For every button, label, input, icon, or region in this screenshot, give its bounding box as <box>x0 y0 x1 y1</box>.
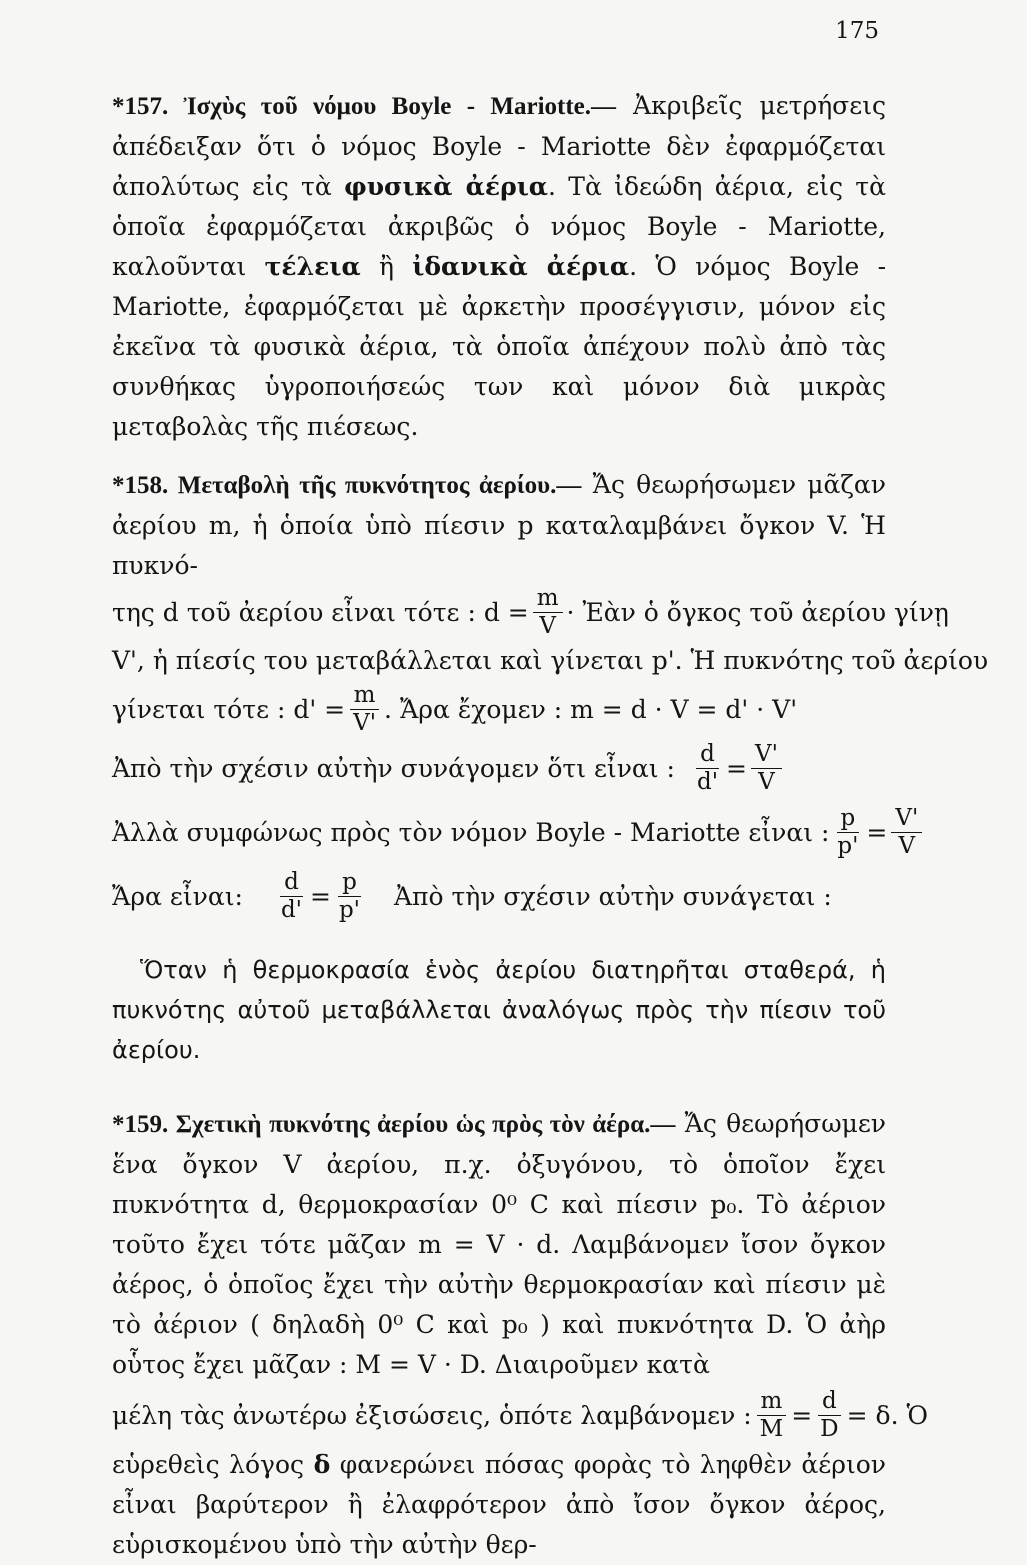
fraction-denominator: D <box>820 1415 839 1442</box>
fraction-denominator: p' <box>338 896 360 923</box>
fraction-m-over-big-m <box>756 1387 788 1442</box>
s158-density-line <box>112 584 949 639</box>
s158-line5-a: Ἀπὸ τὴν σχέσιν αὐτὴν συνάγομεν ὅτι εἶναι : <box>112 753 675 783</box>
s157-text-4: . Ὁ νόμος Boyle - Mariotte, ἐφαρμόζεται μὲ ἀρκετὴν προσέγγισιν, μόνον εἰς ἐκεῖνα τὰ φυσικὰ ἀέρια, τὰ ὁποῖα ἀπέχουν πολὺ ἀπὸ τὰς συνθήκας ὑγροποιήσεώς των καὶ μόνον διὰ μικρὰς μεταβολὰς τῆς πιέσεως. <box>112 252 887 441</box>
fraction-numerator: d <box>818 1390 841 1416</box>
fraction-v-prime-over-v <box>751 740 782 795</box>
equals-sign: = <box>726 753 747 783</box>
s158-conclusion: Ὅταν ἡ θερμοκρασία ἑνὸς ἀερίου διατηρῆται σταθερά, ἡ πυκνότης αὐτοῦ μεταβάλλεται ἀναλόγως πρὸς τὴν πίεσιν τοῦ ἀερίου. <box>112 956 886 1064</box>
page-number: 175 <box>835 18 879 44</box>
s159-delta-symbol: δ <box>313 1450 331 1479</box>
s158-line6-a: Ἀλλὰ συμφώνως πρὸς τὸν νόμον Boyle - Mariotte εἶναι : <box>112 817 830 847</box>
section-158-heading: *158. Μεταβολὴ τῆς πυκνότητος ἀερίου.— <box>112 472 582 499</box>
fraction-numerator: m <box>350 684 380 710</box>
section-158-intro <box>112 465 886 586</box>
section-159-intro <box>112 1104 886 1385</box>
fraction-m-over-v <box>533 584 563 639</box>
fraction-numerator: p <box>338 871 361 897</box>
fraction-m-over-v-prime <box>349 681 380 736</box>
fraction-denominator: p' <box>837 832 859 859</box>
s157-term-physical-gases: φυσικὰ ἀέρια <box>344 172 549 201</box>
s159-equation <box>752 1387 928 1442</box>
s158-ratio-line <box>112 736 886 800</box>
fraction-denominator: d' <box>280 896 302 923</box>
s159-text-3a: εὑρεθεὶς λόγος <box>112 1450 314 1479</box>
s158-line7-b: Ἀπὸ τὴν σχέσιν αὐτὴν συνάγεται : <box>393 881 832 911</box>
s157-text-1: Ἀκριβεῖς μετρήσεις ἀπέδειξαν ὅτι ὁ νόμος Boyle - Mariotte δὲν ἐφαρμόζεται ἀπολύτως εἰς τὰ <box>112 91 886 201</box>
s157-text-3: ἢ <box>360 252 413 281</box>
fraction-numerator: V' <box>891 807 922 833</box>
s158-line2-b: · Ἐὰν ὁ ὄγκος τοῦ ἀερίου γίνῃ <box>566 597 949 627</box>
s158-line4-a: γίνεται τότε : d' = <box>112 694 346 724</box>
fraction-v-prime-over-v-2 <box>891 804 922 859</box>
fraction-numerator: d <box>696 743 719 769</box>
fraction-numerator: m <box>533 587 563 613</box>
s159-conclusion <box>112 1445 886 1565</box>
fraction-d-over-big-d <box>816 1387 842 1442</box>
fraction-d-over-d-prime <box>693 740 722 795</box>
s158-boyle-line <box>112 800 919 864</box>
fraction-numerator: m <box>757 1390 787 1416</box>
s158-pressure-line <box>112 638 989 682</box>
s159-text-3b: φανερώνει πόσας φορὰς τὸ ληφθὲν ἀέριον εἶναι βαρύτερον ἢ ἐλαφρότερον ἀπὸ ἴσον ὄγκον ἀέρος, εὑρισκομένου ὑπὸ τὴν αὐτὴν θερ- <box>112 1450 887 1559</box>
fraction-numerator: V' <box>751 743 782 769</box>
equals-sign: = <box>791 1400 813 1430</box>
section-157 <box>112 86 886 447</box>
fraction-p-over-p-prime <box>833 804 862 859</box>
s159-line2-b: = δ. Ὁ <box>846 1400 928 1430</box>
s157-text-2: . Τὰ ἰδεώδη ἀέρια, εἰς τὰ ὁποῖα ἐφαρμόζεται ἀκριβῶς ὁ νόμος Boyle - Mariotte, καλοῦνται <box>112 172 887 281</box>
s158-line7-a: Ἄρα εἶναι: <box>112 881 243 911</box>
text-body <box>112 86 989 1565</box>
s159-line2-a: μέλη τὰς ἀνωτέρω ἐξισώσεις, ὁπότε λαμβάνομεν : <box>112 1400 752 1430</box>
s159-text-1: Ἄς θεωρήσωμεν ἕνα ὄγκον V ἀερίου, π.χ. ὀξυγόνου, τὸ ὁποῖον ἔχει πυκνότητα d, θερμοκρασίαν 0⁰ C καὶ πίεσιν p₀. Τὸ ἀέριον τοῦτο ἔχει τότε μᾶζαν m = V · d. Λαμβάνομεν ἴσον ὄγκον ἀέρος, ὁ ὁποῖος ἔχει τὴν αὐτὴν θερμοκρασίαν καὶ πίεσιν μὲ τὸ ἀέριον ( δηλαδὴ 0⁰ C καὶ p₀ ) καὶ πυκνότητα D. Ὁ ἀὴρ οὗτος ἔχει μᾶζαν : M = V · D. Διαιροῦμεν κατὰ <box>112 1109 886 1379</box>
s158-line4-b: . Ἄρα ἔχομεν : m = d · V = d' · V' <box>384 694 798 724</box>
fraction-numerator: p <box>837 807 860 833</box>
s158-line3: V', ἡ πίεσίς του μεταβάλλεται καὶ γίνεται p'. Ἡ πυκνότης τοῦ ἀερίου <box>112 645 989 675</box>
fraction-denominator: M <box>759 1415 784 1442</box>
s158-line2-a: της d τοῦ ἀερίου εἶναι τότε : d = <box>112 597 529 627</box>
s158-new-density-line <box>112 682 886 736</box>
equals-sign: = <box>309 881 331 911</box>
fraction-denominator: V' <box>353 709 377 736</box>
section-159-heading: *159. Σχετικὴ πυκνότης ἀερίου ὡς πρὸς τὸν ἀέρα.— <box>112 1111 676 1138</box>
equals-sign: = <box>866 817 888 847</box>
s159-ratio-line <box>112 1385 928 1445</box>
s158-text-1: Ἄς θεωρήσωμεν μᾶζαν ἀερίου m, ἡ ὁποία ὑπὸ πίεσιν p καταλαμβάνει ὄγκον V. Ἡ πυκνό- <box>112 470 886 580</box>
section-157-heading: *157. Ἰσχὺς τοῦ νόμου Boyle - Mariotte.— <box>112 93 617 120</box>
fraction-denominator: V <box>539 612 556 639</box>
fraction-denominator: V <box>898 832 916 859</box>
s157-term-ideal-gases: ἰδανικὰ ἀέρια <box>412 252 630 281</box>
s158-result-line <box>112 864 886 928</box>
fraction-denominator: d' <box>696 768 719 795</box>
fraction-numerator: d <box>280 871 303 897</box>
fraction-denominator: V <box>758 768 775 795</box>
s157-term-perfect: τέλεια <box>264 252 361 281</box>
fraction-p-over-p-prime-2 <box>335 868 364 923</box>
fraction-d-over-d-prime-2 <box>277 868 306 923</box>
